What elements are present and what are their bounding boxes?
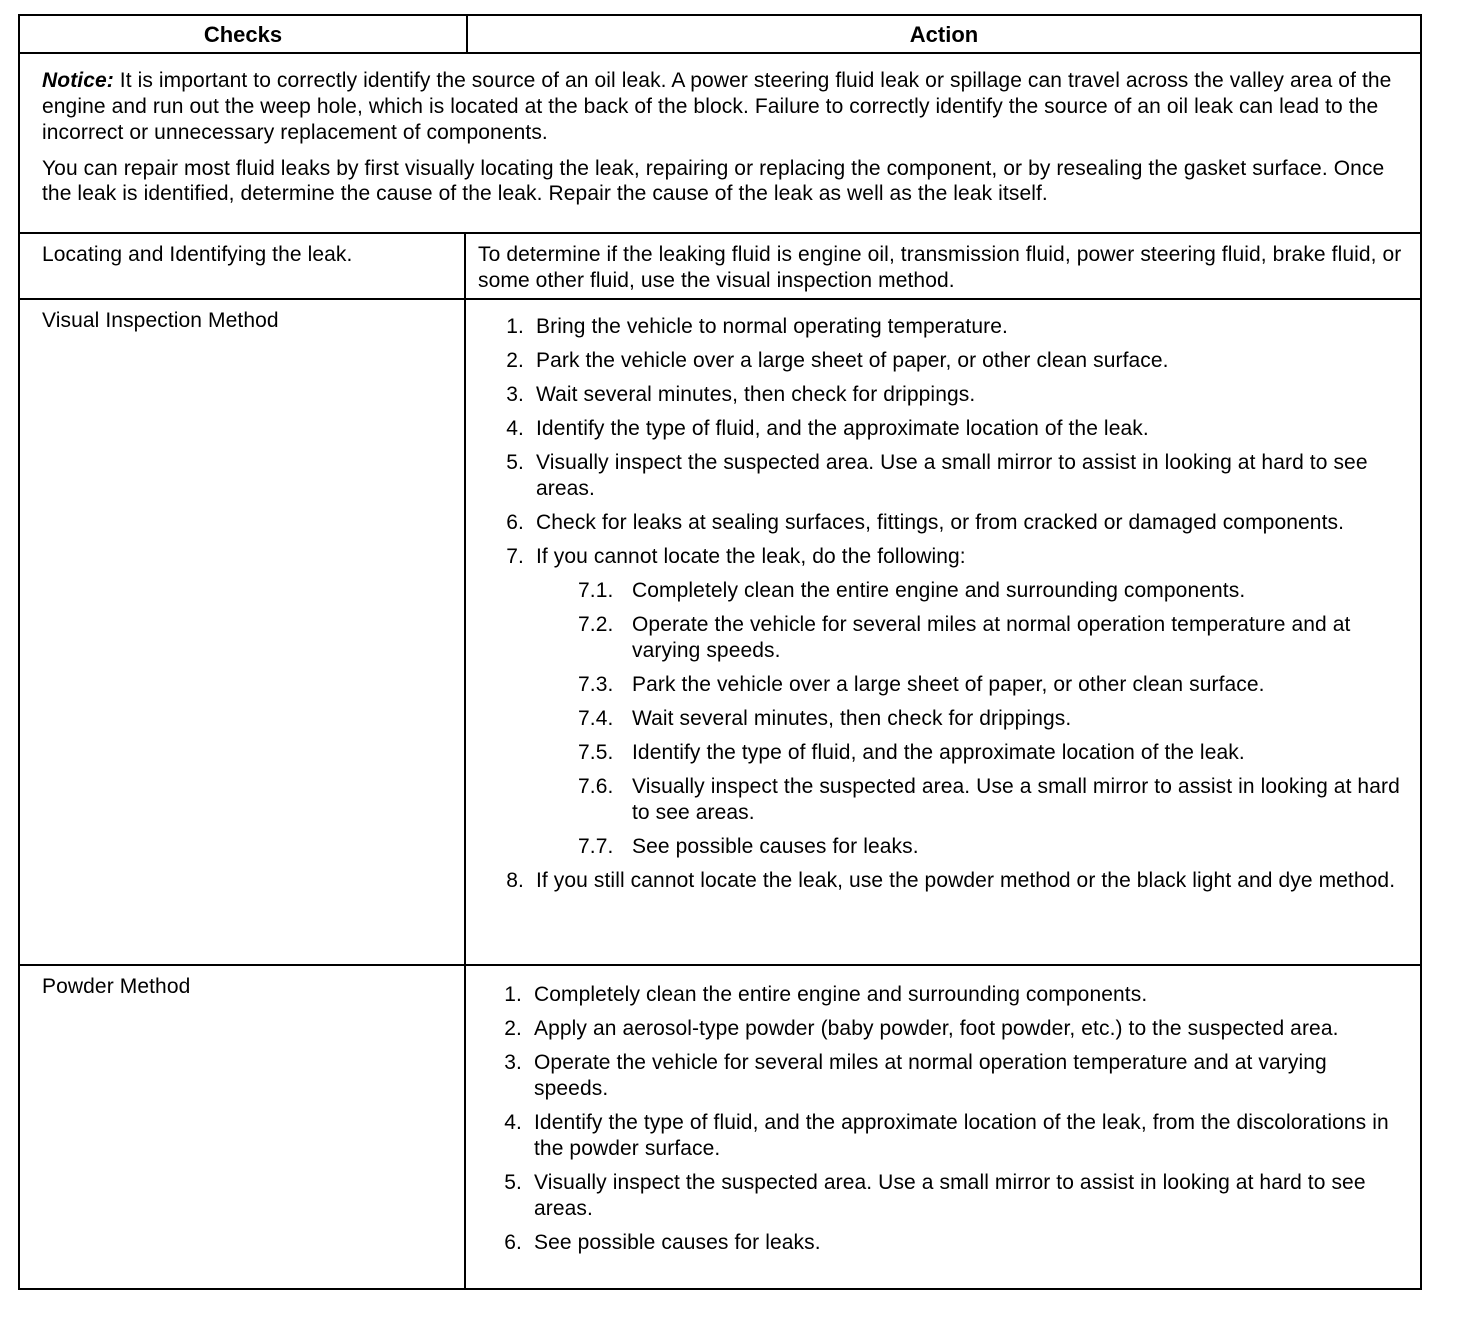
powder-method-steps [492,982,1406,1264]
step-number: 4. [504,1111,522,1134]
substep-text: Wait several minutes, then check for drippings. [632,707,1072,730]
substep-number: 7.4. [578,707,614,730]
step-text: Completely clean the entire engine and surrounding components. [534,983,1148,1006]
list-item [494,544,1406,860]
list-item [492,1230,1406,1256]
substep-list [536,578,1406,860]
step-text: Bring the vehicle to normal operating temperature. [536,315,1008,338]
step-text: See possible causes for leaks. [534,1231,821,1254]
step-number: 4. [506,417,524,440]
list-item [492,1170,1406,1222]
list-item [494,450,1406,502]
header-action: Action [909,22,979,47]
step-number: 6. [506,511,524,534]
list-item [578,774,1406,826]
step-text: Visually inspect the suspected area. Use a small mirror to assist in looking at hard to see areas. [536,451,1368,500]
check-visual-inspection: Visual Inspection Method [42,309,279,332]
step-text: Apply an aerosol-type powder (baby powder, foot powder, etc.) to the suspected area. [534,1017,1339,1040]
step-text: Check for leaks at sealing surfaces, fittings, or from cracked or damaged components. [536,511,1345,534]
step-text: Park the vehicle over a large sheet of paper, or other clean surface. [536,349,1169,372]
list-item [578,706,1406,732]
list-item [494,314,1406,340]
check-locating: Locating and Identifying the leak. [42,243,353,266]
list-item [494,510,1406,536]
substep-text: Park the vehicle over a large sheet of paper, or other clean surface. [632,673,1265,696]
step-number: 8. [506,869,524,892]
step-text: Identify the type of fluid, and the approximate location of the leak, from the discolorations in the powder surface. [534,1111,1389,1160]
list-item [494,416,1406,442]
substep-text: Visually inspect the suspected area. Use a small mirror to assist in looking at hard to see areas. [632,775,1400,824]
notice-text: It is important to correctly identify the source of an oil leak. A power steering fluid leak or spillage can travel across the valley area of the engine and run out the weep hole, which is located at the back of the block. Failure to correctly identify the source of an oil leak can lead to the incorrect or unnecessary replacement of components. [42,69,1392,144]
step-number: 3. [504,1051,522,1074]
list-item [578,578,1406,604]
substep-text: See possible causes for leaks. [632,835,919,858]
step-number: 1. [506,315,524,338]
header-checks: Checks [203,22,283,47]
step-number: 2. [506,349,524,372]
list-item [578,672,1406,698]
list-item [494,868,1406,894]
row-divider [20,232,1420,234]
list-item [492,1110,1406,1162]
list-item [578,740,1406,766]
substep-number: 7.7. [578,835,614,858]
list-item [492,1016,1406,1042]
substep-number: 7.6. [578,775,614,798]
step-number: 7. [506,545,524,568]
visual-inspection-steps [494,314,1406,902]
list-item [494,348,1406,374]
step-number: 5. [506,451,524,474]
column-divider [464,234,466,1290]
list-item [578,834,1406,860]
substep-number: 7.3. [578,673,614,696]
step-text: If you cannot locate the leak, do the following: [536,545,966,568]
step-number: 6. [504,1231,522,1254]
substep-number: 7.2. [578,613,614,636]
list-item [494,382,1406,408]
procedure-table [18,14,1422,1290]
substep-number: 7.1. [578,579,614,602]
step-number: 3. [506,383,524,406]
step-text: Operate the vehicle for several miles at normal operation temperature and at varying speeds. [534,1051,1327,1100]
row-divider [20,52,1420,54]
check-powder-method: Powder Method [42,975,191,998]
substep-text: Identify the type of fluid, and the approximate location of the leak. [632,741,1245,764]
action-locating: To determine if the leaking fluid is engine oil, transmission fluid, power steering fluid, brake fluid, or some other fluid, use the visual inspection method. [478,243,1402,292]
step-text: Visually inspect the suspected area. Use a small mirror to assist in looking at hard to see areas. [534,1171,1366,1220]
notice-paragraph-2: You can repair most fluid leaks by first visually locating the leak, repairing or replacing the component, or by resealing the gasket surface. Once the leak is identified, determine the cause of the leak. Repair the cause of the leak as well as the leak itself. [42,157,1385,205]
step-text: Identify the type of fluid, and the approximate location of the leak. [536,417,1149,440]
step-text: If you still cannot locate the leak, use the powder method or the black light and dye method. [536,869,1396,892]
list-item [492,1050,1406,1102]
step-number: 5. [504,1171,522,1194]
list-item [578,612,1406,664]
substep-text: Completely clean the entire engine and surrounding components. [632,579,1246,602]
substep-number: 7.5. [578,741,614,764]
row-divider [20,298,1420,300]
list-item [492,982,1406,1008]
step-number: 2. [504,1017,522,1040]
substep-text: Operate the vehicle for several miles at normal operation temperature and at varying speeds. [632,613,1351,662]
notice-label: Notice: [42,69,114,92]
step-number: 1. [504,983,522,1006]
row-divider [20,964,1420,966]
notice-paragraph [42,68,1406,146]
step-text: Wait several minutes, then check for drippings. [536,383,976,406]
